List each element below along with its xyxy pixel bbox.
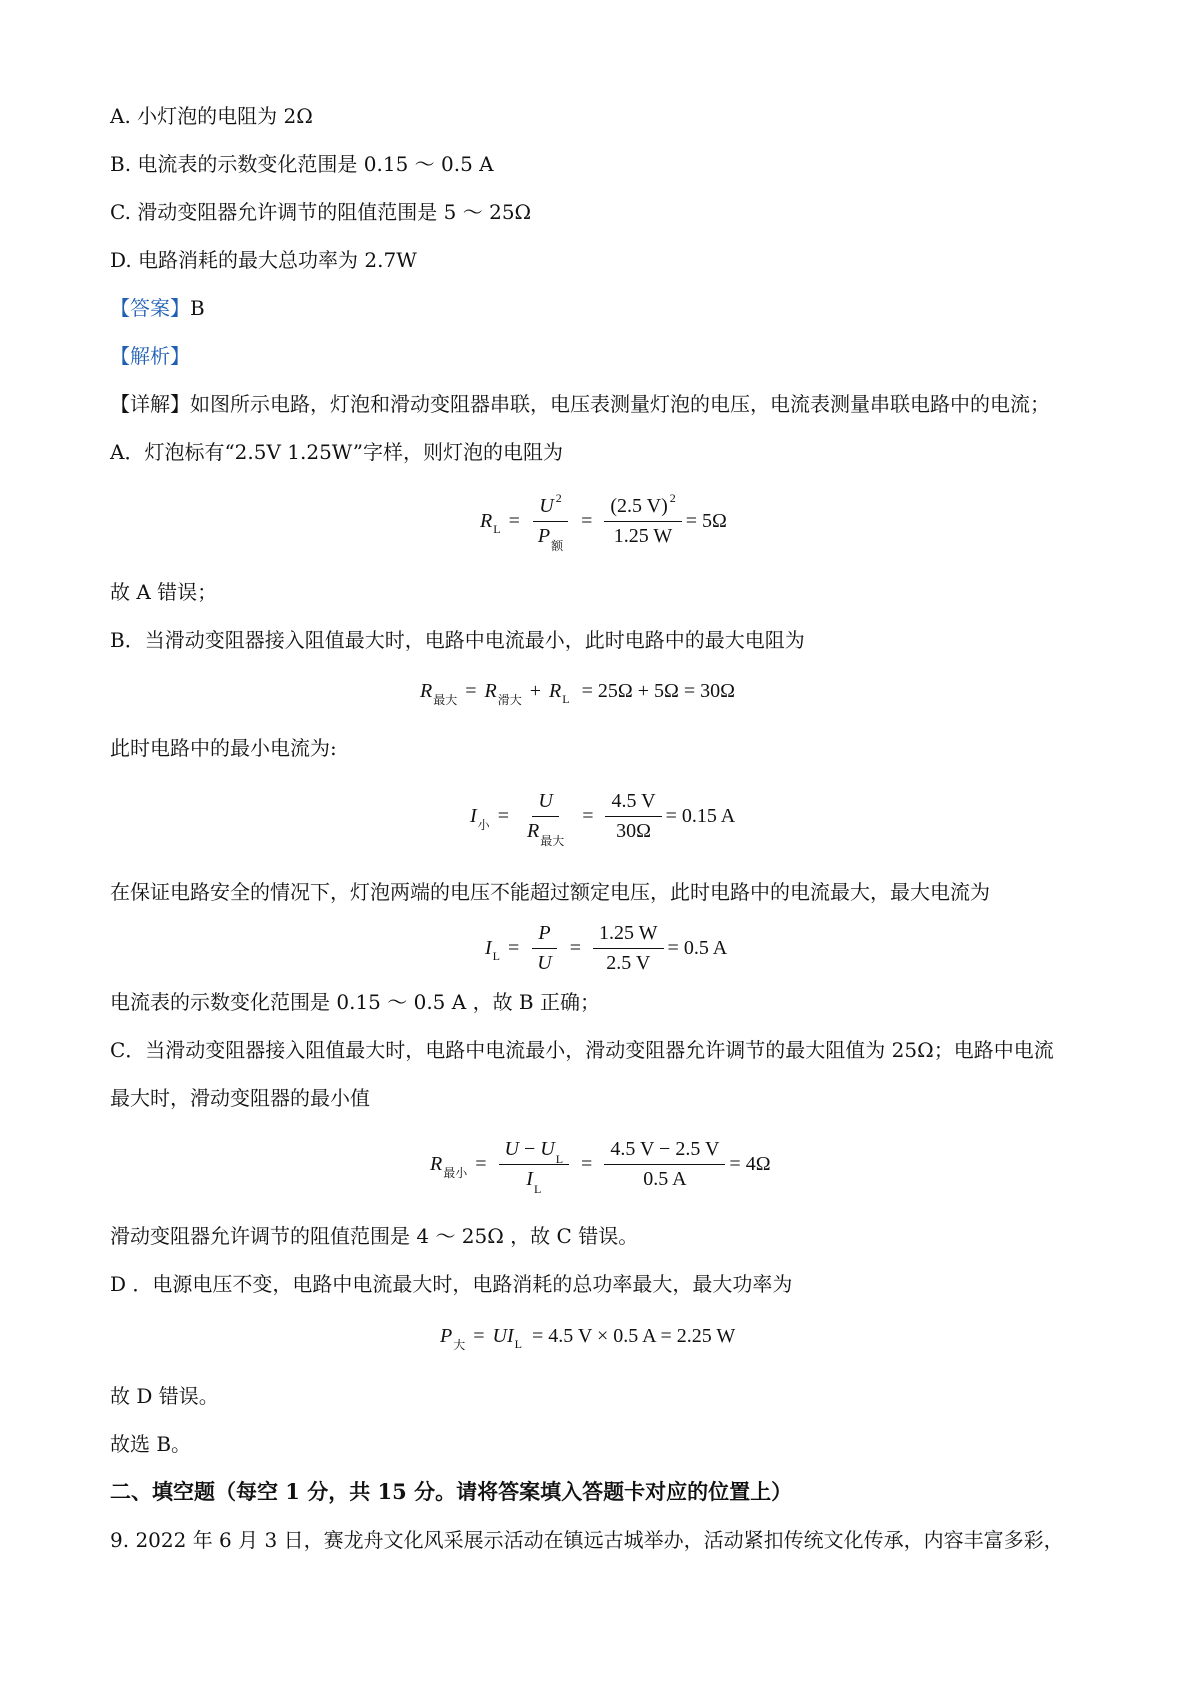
- formula-max-power: P 大 = UI L = 4.5 V × 0.5 A = 2.25 W: [440, 1325, 736, 1352]
- formula-min-current: I 小 = $\frac{U}{R_{最大}}$ = $\frac{4.5 V}{30\Omega}$ = 0.15 A: [470, 790, 736, 848]
- answer-value: B: [190, 296, 205, 320]
- question-9: 9. 2022 年 6 月 3 日，赛龙舟文化风采展示活动在镇远古城举办，活动紧扣传统文化传承，内容丰富多彩，: [110, 1528, 1064, 1552]
- part-b-intro: B．当滑动变阻器接入阻值最大时，电路中电流最小，此时电路中的最大电阻为: [110, 628, 805, 652]
- answer-line: [110, 296, 205, 320]
- section-2-heading: 二、填空题（每空 1 分，共 15 分。请将答案填入答题卡对应的位置上）: [110, 1479, 793, 1504]
- answer-label: 【答案】: [110, 296, 190, 320]
- part-c-conclusion: 滑动变阻器允许调节的阻值范围是 4 ～ 25Ω ，故 C 错误。: [110, 1224, 639, 1248]
- fraction: $\frac{U - U_L}{I_L}$: [499, 1138, 570, 1191]
- option-c: C. 滑动变阻器允许调节的阻值范围是 5 ～ 25Ω: [110, 200, 532, 224]
- fraction: $\frac{U ^2}{P_额}$: [532, 495, 569, 548]
- option-d: D. 电路消耗的最大总功率为 2.7W: [110, 248, 417, 272]
- part-d-intro: D ．电源电压不变，电路中电流最大时，电路消耗的总功率最大，最大功率为: [110, 1272, 793, 1296]
- fraction: $\frac{4.5 V - 2.5 V}{0.5 A}$: [604, 1138, 725, 1191]
- part-c-intro-2: 最大时，滑动变阻器的最小值: [110, 1086, 370, 1110]
- fraction: $\frac{4.5 V}{30\Omega}$: [605, 790, 661, 843]
- part-c-intro-1: C．当滑动变阻器接入阻值最大时，电路中电流最小，滑动变阻器允许调节的最大阻值为 25Ω；电路中电流: [110, 1038, 1054, 1062]
- part-a-conclusion: 故 A 错误；: [110, 580, 218, 604]
- option-b: B. 电流表的示数变化范围是 0.15 ～ 0.5 A: [110, 152, 494, 176]
- safety-text: 在保证电路安全的情况下，灯泡两端的电压不能超过额定电压，此时电路中的电流最大，最大电流为: [110, 880, 990, 904]
- analysis-label: 【解析】: [110, 344, 190, 368]
- part-b-conclusion: 电流表的示数变化范围是 0.15 ～ 0.5 A ，故 B 正确；: [110, 990, 600, 1014]
- part-d-conclusion: 故 D 错误。: [110, 1384, 219, 1408]
- formula-max-current: I L = $\frac{P}{U}$ = $\frac{1.25 W}{2.5 V}$ = 0.5 A: [485, 922, 728, 974]
- fraction: $\frac{1.25 W}{2.5 V}$: [593, 922, 664, 975]
- formula-min-resistance: R 最小 = $\frac{U - U_L}{I_L}$ = $\frac{4.5 V - 2.5 V}{0.5 A}$ = 4Ω: [430, 1138, 771, 1196]
- final-answer: 故选 B。: [110, 1432, 192, 1456]
- detail-text: 【详解】如图所示电路，灯泡和滑动变阻器串联，电压表测量灯泡的电压，电流表测量串联电路中的电流；: [110, 392, 1050, 416]
- fraction: $\frac{U}{R_{最大}}$: [526, 790, 565, 848]
- formula-lamp-resistance: R L = $\frac{U ^2}{P_额}$ = $\frac{(2.5 V) ^2}{1.25 W}$ = 5Ω: [480, 491, 727, 553]
- min-current-text: 此时电路中的最小电流为:: [110, 736, 337, 760]
- part-a-intro: A．灯泡标有“2.5V 1.25W”字样，则灯泡的电阻为: [110, 440, 563, 464]
- fraction: $\frac{(2.5 V) ^2}{1.25 W}$: [604, 495, 681, 548]
- option-a: A. 小灯泡的电阻为 2Ω: [110, 104, 313, 128]
- formula-max-resistance: R 最大 = R 滑大 + R L = 25Ω + 5Ω = 30Ω: [420, 680, 736, 707]
- fraction: $\frac{P}{U}$: [531, 922, 557, 975]
